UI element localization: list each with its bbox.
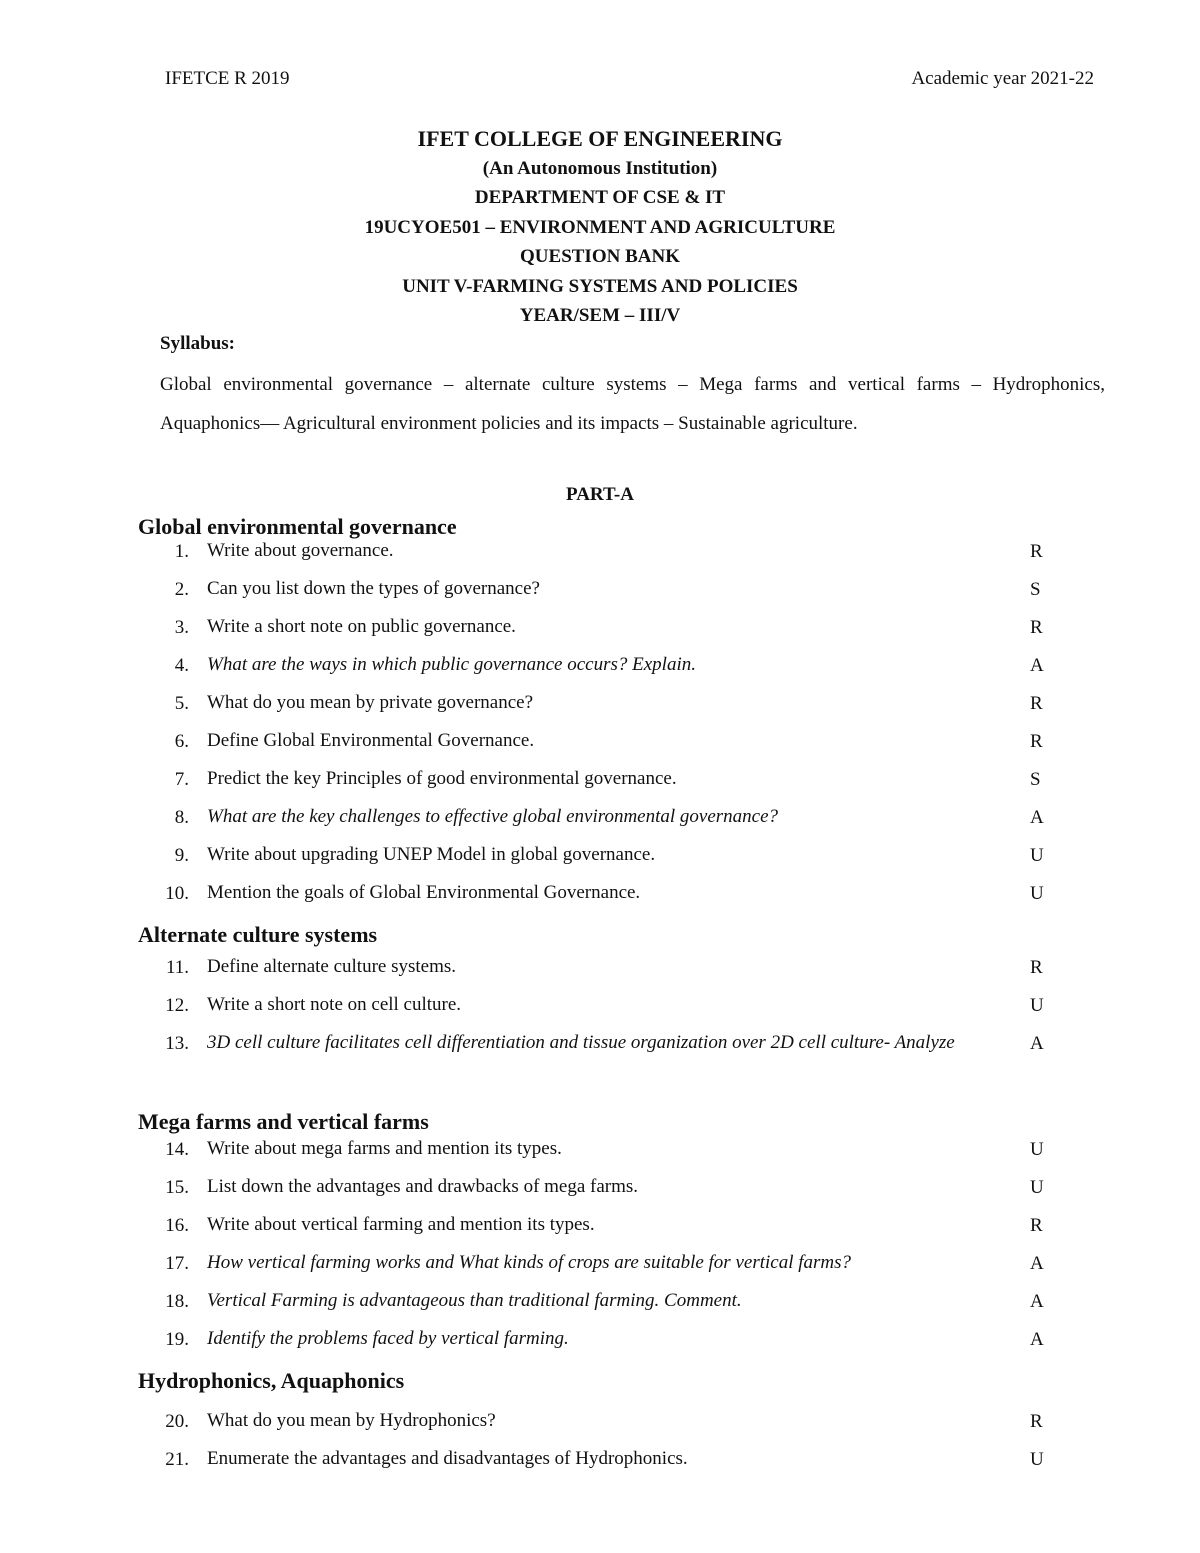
question-number: 17. <box>165 1253 189 1274</box>
question-text: What do you mean by Hydrophonics? <box>207 1410 496 1431</box>
question-text: Write about governance. <box>207 540 394 561</box>
question-item <box>0 874 1200 912</box>
question-level: R <box>1030 693 1043 714</box>
question-number: 2. <box>174 579 189 600</box>
question-text: What are the ways in which public governance occurs? Explain. <box>207 654 696 675</box>
question-item <box>0 1320 1200 1358</box>
question-level: R <box>1030 957 1043 978</box>
header-regulation: IFETCE R 2019 <box>165 68 290 89</box>
question-number: 14. <box>165 1139 189 1160</box>
question-item <box>0 986 1200 1024</box>
question-level: U <box>1030 1139 1044 1160</box>
question-item <box>0 948 1200 986</box>
college-name: IFET COLLEGE OF ENGINEERING <box>417 126 783 151</box>
section-heading: Hydrophonics, Aquaphonics <box>138 1368 405 1393</box>
question-number: 11. <box>165 957 189 978</box>
question-item <box>0 798 1200 836</box>
section-heading: Alternate culture systems <box>138 922 378 947</box>
question-item <box>0 608 1200 646</box>
question-level: R <box>1030 731 1043 752</box>
question-item <box>0 1206 1200 1244</box>
question-item <box>0 1024 1200 1100</box>
question-number: 21. <box>165 1449 189 1470</box>
question-item <box>0 1440 1200 1478</box>
syllabus-text: Global environmental governance – alternate culture systems – Mega farms and vertical farms – Hydrophonics, Aquaphonics–– Agricultural environment policies and its impacts – Sustainable agriculture. <box>160 374 1105 434</box>
question-level: U <box>1030 1177 1044 1198</box>
header-academic-year: Academic year 2021-22 <box>911 68 1094 89</box>
question-number: 13. <box>165 1033 189 1054</box>
question-item <box>0 1282 1200 1320</box>
unit-title: UNIT V-FARMING SYSTEMS AND POLICIES <box>402 275 798 297</box>
question-text: List down the advantages and drawbacks of mega farms. <box>207 1176 639 1197</box>
question-level: U <box>1030 1449 1044 1470</box>
question-item <box>0 1402 1200 1440</box>
question-text: 3D cell culture facilitates cell differentiation and tissue organization over 2D cell culture- Analyze <box>207 1032 955 1053</box>
question-text: Predict the key Principles of good environmental governance. <box>207 768 677 789</box>
question-level: A <box>1030 1329 1044 1350</box>
title-block <box>0 124 1200 331</box>
question-level: A <box>1030 1253 1044 1274</box>
question-text: Write about mega farms and mention its types. <box>207 1138 562 1159</box>
question-level: R <box>1030 1411 1043 1432</box>
question-level: A <box>1030 1033 1044 1054</box>
question-item <box>0 532 1200 570</box>
question-level: S <box>1030 579 1041 600</box>
question-text: What are the key challenges to effective global environmental governance? <box>207 806 779 827</box>
question-number: 5. <box>174 693 189 714</box>
question-level: S <box>1030 769 1041 790</box>
question-number: 16. <box>165 1215 189 1236</box>
question-text: How vertical farming works and What kinds of crops are suitable for vertical farms? <box>207 1252 852 1273</box>
question-text: Write a short note on public governance. <box>207 616 516 637</box>
question-level: A <box>1030 807 1044 828</box>
question-number: 7. <box>174 769 189 790</box>
question-text: Enumerate the advantages and disadvantages of Hydrophonics. <box>207 1448 688 1469</box>
question-item <box>0 836 1200 874</box>
question-text: Identify the problems faced by vertical farming. <box>207 1328 569 1349</box>
question-item <box>0 570 1200 608</box>
question-level: U <box>1030 883 1044 904</box>
question-level: R <box>1030 617 1043 638</box>
question-number: 1. <box>174 541 189 562</box>
question-level: A <box>1030 1291 1044 1312</box>
document-type: QUESTION BANK <box>520 246 680 267</box>
syllabus-heading: Syllabus: <box>160 333 235 354</box>
question-number: 8. <box>174 807 189 828</box>
question-number: 15. <box>165 1177 189 1198</box>
part-heading: PART-A <box>566 484 634 505</box>
question-number: 20. <box>165 1411 189 1432</box>
question-level: A <box>1030 655 1044 676</box>
question-text: Write a short note on cell culture. <box>207 994 462 1015</box>
question-text: Write about vertical farming and mention its types. <box>207 1214 595 1235</box>
question-text: Define alternate culture systems. <box>207 956 457 977</box>
section-heading: Global environmental governance <box>138 514 457 539</box>
question-number: 18. <box>165 1291 189 1312</box>
question-number: 3. <box>174 617 189 638</box>
question-level: U <box>1030 995 1044 1016</box>
question-item <box>0 1168 1200 1206</box>
question-number: 6. <box>174 731 189 752</box>
question-item <box>0 722 1200 760</box>
course-title: 19UCYOE501 – ENVIRONMENT AND AGRICULTURE <box>364 216 836 238</box>
section-heading: Mega farms and vertical farms <box>138 1109 429 1134</box>
question-item <box>0 1130 1200 1168</box>
question-item <box>0 646 1200 684</box>
question-number: 4. <box>174 655 189 676</box>
question-level: U <box>1030 845 1044 866</box>
question-text: Write about upgrading UNEP Model in global governance. <box>207 844 656 865</box>
question-text: Can you list down the types of governance? <box>207 578 540 599</box>
question-item <box>0 684 1200 722</box>
year-sem: YEAR/SEM – III/V <box>519 305 681 326</box>
question-item <box>0 760 1200 798</box>
department: DEPARTMENT OF CSE & IT <box>474 187 726 208</box>
question-text: Define Global Environmental Governance. <box>207 730 535 751</box>
question-text: Vertical Farming is advantageous than traditional farming. Comment. <box>207 1290 742 1311</box>
question-number: 10. <box>165 883 189 904</box>
question-text: What do you mean by private governance? <box>207 692 534 713</box>
question-text: Mention the goals of Global Environmental Governance. <box>207 882 641 903</box>
question-number: 9. <box>174 845 189 866</box>
question-item <box>0 1244 1200 1282</box>
question-level: R <box>1030 541 1043 562</box>
question-number: 12. <box>165 995 189 1016</box>
question-number: 19. <box>165 1329 189 1350</box>
institution-type: (An Autonomous Institution) <box>482 157 718 179</box>
question-level: R <box>1030 1215 1043 1236</box>
